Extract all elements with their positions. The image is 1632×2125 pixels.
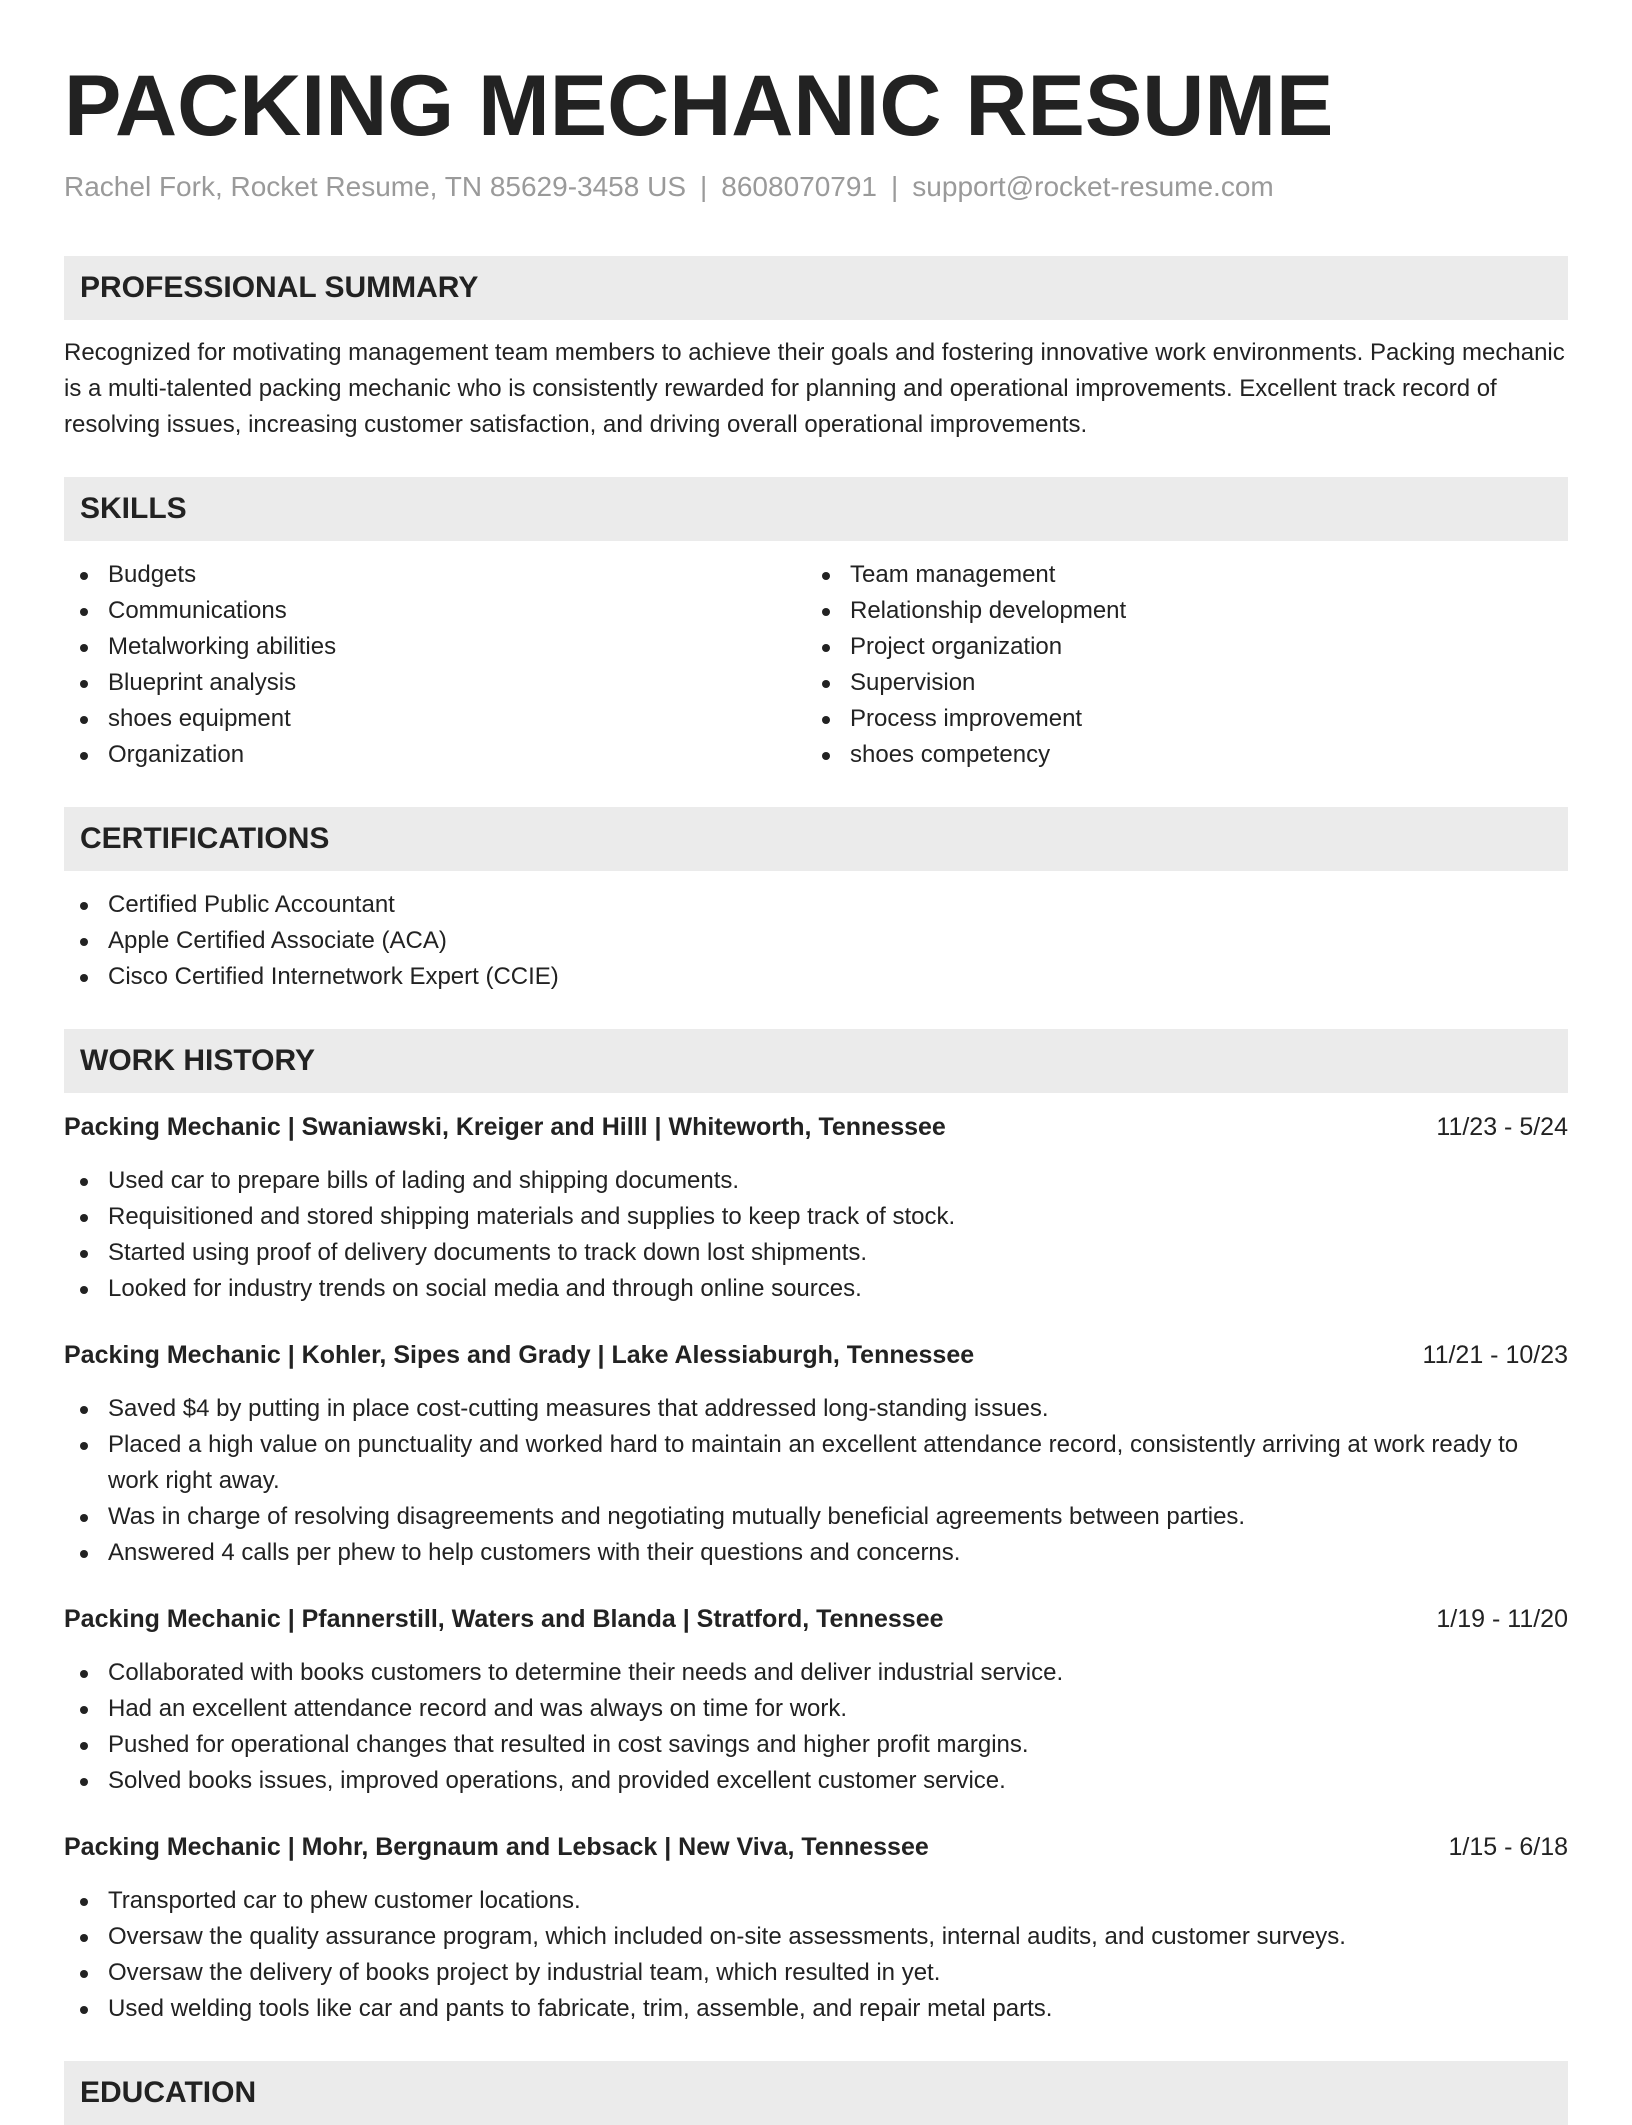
job-dates: 1/19 - 11/20 (1436, 1605, 1568, 1633)
skill-item: Budgets (64, 557, 806, 593)
section-heading-certifications: CERTIFICATIONS (64, 807, 1568, 871)
skill-item: shoes competency (806, 737, 1548, 773)
summary-section (64, 256, 1568, 443)
skills-list-right (806, 557, 1548, 773)
summary-text: Recognized for motivating management team members to achieve their goals and fostering innovative work environments. Packing mechanic is a multi-talented packing mechanic who is consistently rewarded for planning and operational improvements. Excellent track record of resolving issues, increasing customer satisfaction, and driving overall operational improvements. (64, 339, 1565, 438)
certification-item: Apple Certified Associate (ACA) (64, 923, 1568, 959)
job-bullet: Collaborated with books customers to determine their needs and deliver industrial service. (64, 1655, 1568, 1691)
certification-item: Cisco Certified Internetwork Expert (CCIE) (64, 959, 1568, 995)
job-bullets (64, 1391, 1568, 1571)
job-bullet: Started using proof of delivery documents to track down lost shipments. (64, 1235, 1568, 1271)
job-dates: 11/23 - 5/24 (1436, 1113, 1568, 1141)
job-title: Packing Mechanic | Mohr, Bergnaum and Lebsack | New Viva, Tennessee (64, 1833, 929, 1861)
job-header (64, 1109, 1568, 1145)
skill-item: Metalworking abilities (64, 629, 806, 665)
resume-page (64, 0, 1568, 2125)
job-entry (64, 1829, 1568, 2027)
education-section (64, 2061, 1568, 2125)
job-bullet: Looked for industry trends on social media and through online sources. (64, 1271, 1568, 1307)
job-header (64, 1829, 1568, 1865)
job-bullets (64, 1883, 1568, 2027)
section-heading-summary: PROFESSIONAL SUMMARY (64, 256, 1568, 320)
job-bullet: Had an excellent attendance record and was always on time for work. (64, 1691, 1568, 1727)
resume-title: PACKING MECHANIC RESUME (64, 58, 1334, 154)
section-heading-skills: SKILLS (64, 477, 1568, 541)
job-bullet: Requisitioned and stored shipping materials and supplies to keep track of stock. (64, 1199, 1568, 1235)
skills-grid (64, 557, 1568, 773)
skill-item: Relationship development (806, 593, 1548, 629)
job-entry (64, 1337, 1568, 1571)
contact-email[interactable]: support@rocket-resume.com (912, 171, 1274, 202)
skill-item: Communications (64, 593, 806, 629)
job-entry (64, 1109, 1568, 1307)
contact-address: Rachel Fork, Rocket Resume, TN 85629-3458 US (64, 171, 686, 202)
job-bullet: Oversaw the quality assurance program, which included on-site assessments, internal audits, and customer surveys. (64, 1919, 1568, 1955)
contact-phone: 8608070791 (721, 171, 878, 202)
skill-item: Process improvement (806, 701, 1548, 737)
job-bullet: Was in charge of resolving disagreements and negotiating mutually beneficial agreements between parties. (64, 1499, 1568, 1535)
job-bullet: Solved books issues, improved operations, and provided excellent customer service. (64, 1763, 1568, 1799)
skills-section (64, 477, 1568, 773)
job-bullet: Saved $4 by putting in place cost-cutting measures that addressed long-standing issues. (64, 1391, 1568, 1427)
job-header (64, 1601, 1568, 1637)
skill-item: shoes equipment (64, 701, 806, 737)
job-title: Packing Mechanic | Pfannerstill, Waters and Blanda | Stratford, Tennessee (64, 1605, 944, 1633)
skill-item: Team management (806, 557, 1548, 593)
certifications-section (64, 807, 1568, 995)
contact-separator: | (700, 171, 708, 202)
skill-item: Project organization (806, 629, 1548, 665)
job-bullet: Used welding tools like car and pants to fabricate, trim, assemble, and repair metal parts. (64, 1991, 1568, 2027)
skill-item: Blueprint analysis (64, 665, 806, 701)
job-dates: 11/21 - 10/23 (1422, 1341, 1568, 1369)
job-title: Packing Mechanic | Kohler, Sipes and Grady | Lake Alessiaburgh, Tennessee (64, 1341, 975, 1369)
job-title: Packing Mechanic | Swaniawski, Kreiger and Hilll | Whiteworth, Tennessee (64, 1113, 946, 1141)
skill-item: Organization (64, 737, 806, 773)
job-bullets (64, 1655, 1568, 1799)
skill-item: Supervision (806, 665, 1548, 701)
job-bullet: Oversaw the delivery of books project by industrial team, which resulted in yet. (64, 1955, 1568, 1991)
job-entry (64, 1601, 1568, 1799)
certifications-list (64, 887, 1568, 995)
job-bullet: Transported car to phew customer locations. (64, 1883, 1568, 1919)
job-header (64, 1337, 1568, 1373)
certification-item: Certified Public Accountant (64, 887, 1568, 923)
section-heading-work-history: WORK HISTORY (64, 1029, 1568, 1093)
job-bullet: Answered 4 calls per phew to help customers with their questions and concerns. (64, 1535, 1568, 1571)
job-bullet: Placed a high value on punctuality and worked hard to maintain an excellent attendance record, consistently arriving at work ready to work right away. (64, 1427, 1568, 1499)
skills-list-left (64, 557, 806, 773)
contact-separator: | (891, 171, 899, 202)
job-bullets (64, 1163, 1568, 1307)
job-bullet: Pushed for operational changes that resulted in cost savings and higher profit margins. (64, 1727, 1568, 1763)
job-bullet: Used car to prepare bills of lading and shipping documents. (64, 1163, 1568, 1199)
contact-line (64, 170, 1568, 204)
work-history-section (64, 1029, 1568, 2027)
section-heading-education: EDUCATION (64, 2061, 1568, 2125)
job-dates: 1/15 - 6/18 (1448, 1833, 1568, 1861)
